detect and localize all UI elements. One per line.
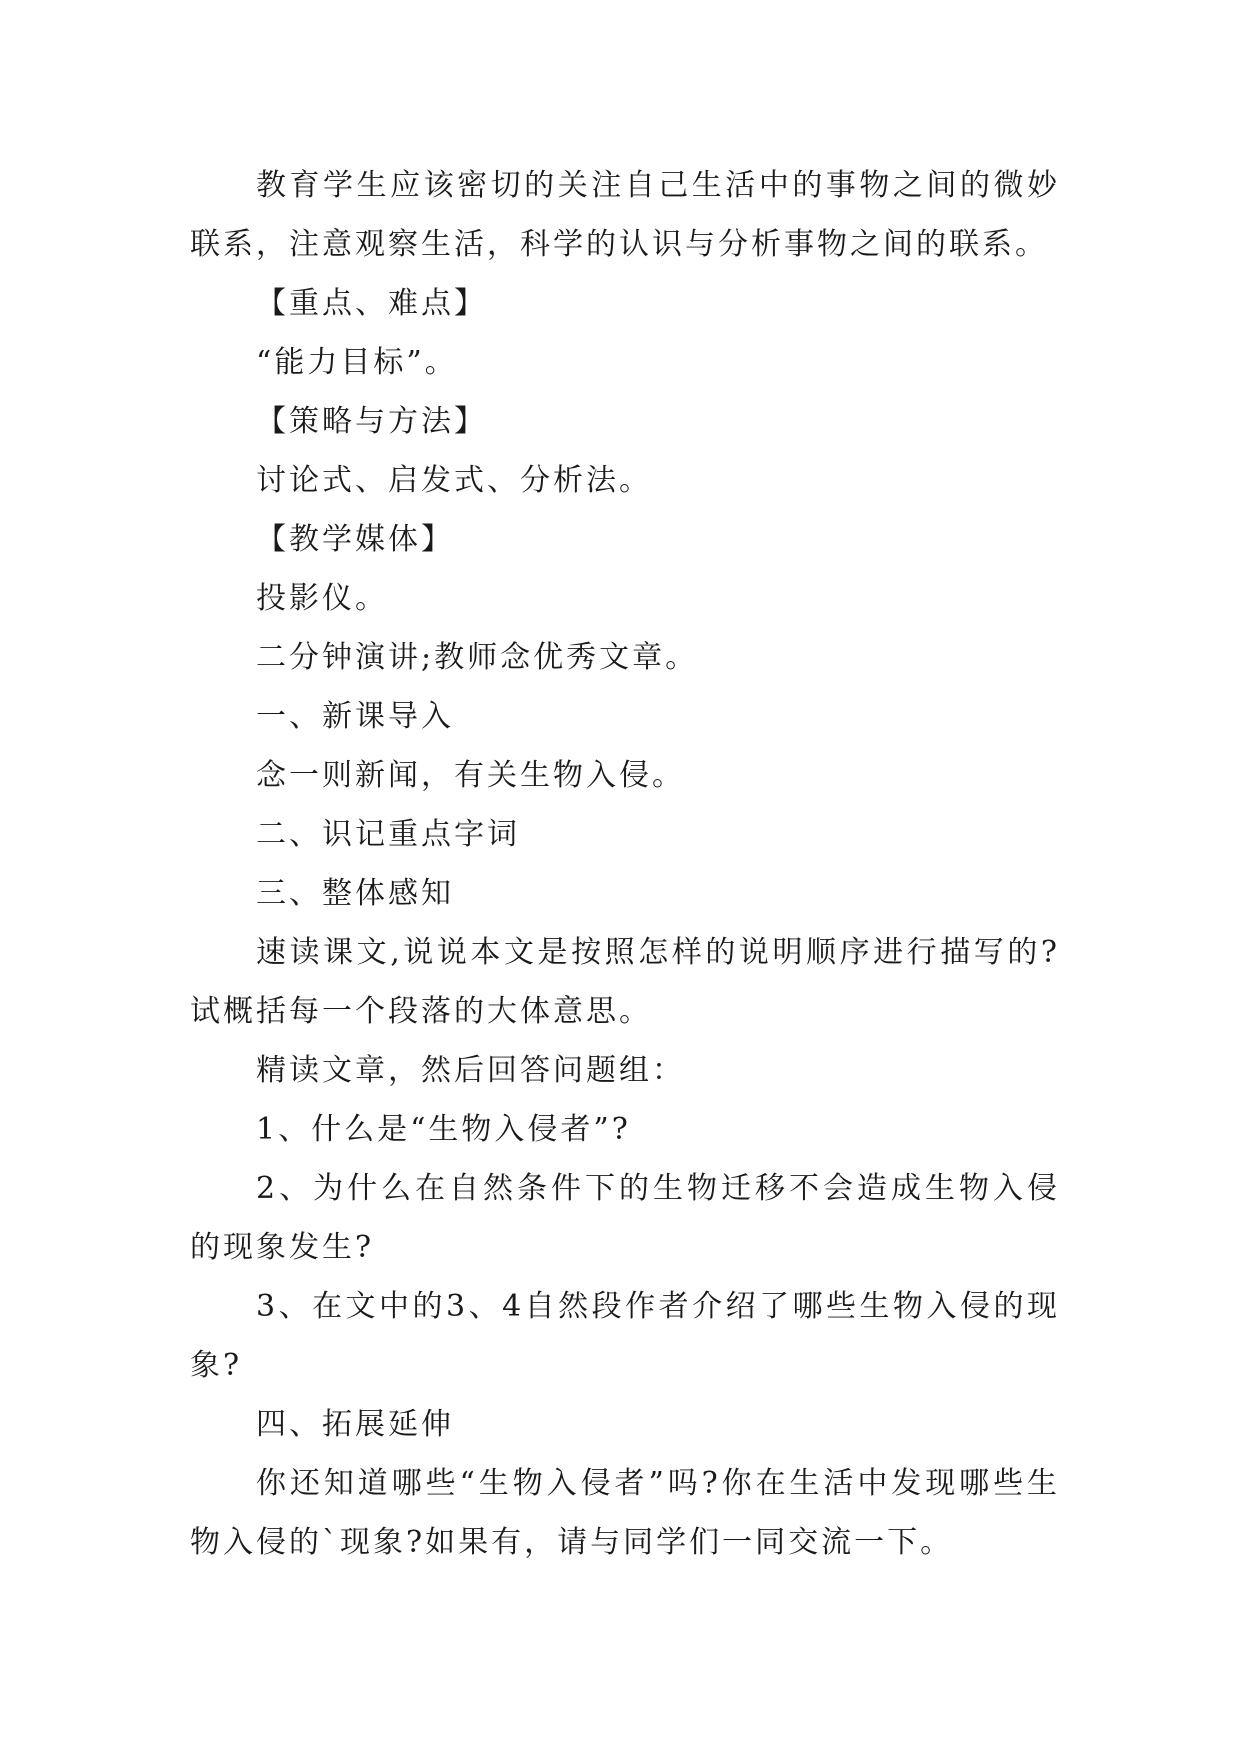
heading-vocabulary: 二、识记重点字词 <box>256 817 520 852</box>
question-1: 1、什么是“生物入侵者”? <box>256 1112 631 1147</box>
paragraph-extension-discussion: 你还知道哪些“生物入侵者”吗?你在生活中发现哪些生物入侵的`现象?如果有，请与同学们一同交流一下。 <box>190 1466 1060 1560</box>
paragraph-close-reading: 精读文章，然后回答问题组： <box>256 1053 685 1088</box>
paragraph-methods: 讨论式、启发式、分析法。 <box>256 463 652 498</box>
heading-extension: 四、拓展延伸 <box>256 1407 454 1442</box>
paragraph-news-reading: 念一则新闻，有关生物入侵。 <box>256 758 685 793</box>
paragraph-projector: 投影仪。 <box>256 581 388 616</box>
heading-new-lesson-intro: 一、新课导入 <box>256 699 454 734</box>
document-body <box>190 156 1060 1572</box>
question-3: 3、在文中的3、4自然段作者介绍了哪些生物入侵的现象? <box>190 1289 1060 1383</box>
paragraph-education-goal: 教育学生应该密切的关注自己生活中的事物之间的微妙联系，注意观察生活，科学的认识与分析事物之间的联系。 <box>190 168 1060 262</box>
heading-teaching-media: 【教学媒体】 <box>256 522 454 557</box>
heading-strategy-methods: 【策略与方法】 <box>256 404 487 439</box>
paragraph-ability-target: “能力目标”。 <box>256 345 458 380</box>
paragraph-two-minute-speech: 二分钟演讲;教师念优秀文章。 <box>256 640 699 675</box>
heading-key-points: 【重点、难点】 <box>256 286 487 321</box>
question-2: 2、为什么在自然条件下的生物迁移不会造成生物入侵的现象发生? <box>190 1171 1060 1265</box>
paragraph-speed-reading: 速读课文,说说本文是按照怎样的说明顺序进行描写的?试概括每一个段落的大体意思。 <box>190 935 1060 1029</box>
heading-overall-perception: 三、整体感知 <box>256 876 454 911</box>
